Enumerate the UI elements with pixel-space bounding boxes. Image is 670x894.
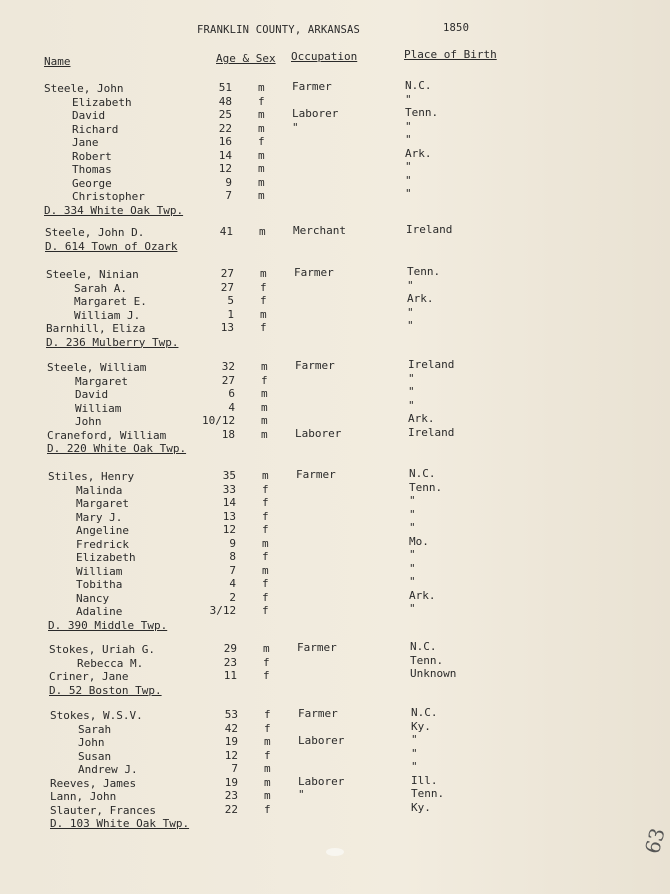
person-birthplace: " xyxy=(409,548,416,561)
person-name: Slauter, Frances xyxy=(50,803,156,817)
page-title: FRANKLIN COUNTY, ARKANSAS xyxy=(197,24,361,36)
person-sex: m xyxy=(258,148,265,162)
dwelling-note: D. 390 Middle Twp. xyxy=(48,618,168,632)
person-age: 9 xyxy=(229,536,237,550)
person-birthplace: " xyxy=(408,371,415,385)
census-year: 1850 xyxy=(443,22,470,34)
person-birthplace: " xyxy=(405,187,412,200)
person-birthplace: Ark. xyxy=(405,146,432,160)
person-sex: f xyxy=(258,94,265,108)
person-occupation: Farmer xyxy=(294,266,334,279)
person-occupation: Laborer xyxy=(295,426,342,440)
person-birthplace: Ireland xyxy=(406,223,453,236)
person-sex: m xyxy=(261,360,268,373)
person-sex: m xyxy=(258,81,265,94)
person-age: 22 xyxy=(224,802,239,816)
person-sex: f xyxy=(262,577,269,590)
person-age: 8 xyxy=(229,550,237,563)
person-sex: f xyxy=(260,294,267,307)
person-name: Lann, John xyxy=(50,790,117,803)
person-sex: f xyxy=(263,655,270,669)
person-sex: f xyxy=(264,802,271,816)
dwelling-note: D. 334 White Oak Twp. xyxy=(44,203,184,217)
person-occupation: Merchant xyxy=(293,224,346,237)
column-header-name: Name xyxy=(44,55,71,68)
page-number: 63 xyxy=(640,825,670,857)
dwelling-note: D. 103 White Oak Twp. xyxy=(50,817,190,830)
person-age: 35 xyxy=(222,469,237,482)
person-sex: m xyxy=(262,469,269,482)
person-birthplace: " xyxy=(407,305,414,319)
person-name: Susan xyxy=(78,749,112,763)
person-age: 10/12 xyxy=(202,414,236,427)
person-age: 12 xyxy=(224,748,239,762)
person-name: Reeves, James xyxy=(50,776,137,790)
person-age: 48 xyxy=(218,94,233,108)
dwelling-note: D. 220 White Oak Twp. xyxy=(47,442,187,455)
person-birthplace: " xyxy=(409,602,416,615)
person-name: Barnhill, Eliza xyxy=(46,322,146,335)
person-sex: m xyxy=(262,563,269,577)
person-sex: f xyxy=(264,708,271,721)
person-sex: f xyxy=(261,373,268,387)
person-birthplace: " xyxy=(405,119,412,133)
person-age: 25 xyxy=(218,108,233,121)
person-sex: m xyxy=(263,642,270,655)
person-name: Christopher xyxy=(72,190,145,203)
person-age: 4 xyxy=(228,400,236,414)
person-name: Jane xyxy=(72,136,99,149)
person-age: 1 xyxy=(227,307,235,321)
person-name: Robert xyxy=(72,149,112,163)
person-occupation: " xyxy=(292,120,299,134)
person-age: 27 xyxy=(220,280,235,294)
person-birthplace: Ireland xyxy=(408,425,455,439)
column-header-age-sex: Age & Sex xyxy=(216,52,276,65)
person-birthplace: " xyxy=(409,561,416,575)
person-name: Steele, John D. xyxy=(45,226,145,239)
person-occupation: Farmer xyxy=(297,641,337,654)
person-occupation: Laborer xyxy=(292,107,339,120)
person-occupation: Laborer xyxy=(298,774,345,788)
person-age: 23 xyxy=(223,655,238,669)
person-age: 2 xyxy=(229,590,237,604)
person-sex: f xyxy=(263,669,270,682)
person-age: 4 xyxy=(229,577,237,590)
dwelling-note: D. 614 Town of Ozark xyxy=(45,239,178,253)
person-age: 19 xyxy=(224,735,239,748)
person-birthplace: " xyxy=(408,398,415,412)
person-age: 53 xyxy=(224,708,239,721)
person-birthplace: N.C. xyxy=(409,467,436,480)
person-age: 12 xyxy=(218,162,233,175)
person-birthplace: Tenn. xyxy=(410,653,444,667)
person-name: Stokes, Uriah G. xyxy=(49,643,155,656)
person-age: 27 xyxy=(220,267,235,280)
person-sex: m xyxy=(261,387,268,400)
person-sex: f xyxy=(260,280,267,294)
person-sex: m xyxy=(264,789,271,802)
person-sex: m xyxy=(258,162,265,175)
person-name: William xyxy=(76,564,123,578)
person-age: 3/12 xyxy=(209,604,237,617)
person-name: Adaline xyxy=(76,605,123,618)
person-name: Tobitha xyxy=(76,578,123,591)
column-header-occupation: Occupation xyxy=(291,50,358,63)
person-name: Richard xyxy=(72,122,119,136)
person-age: 22 xyxy=(218,121,233,135)
person-age: 32 xyxy=(221,360,236,373)
person-name: Elizabeth xyxy=(72,95,132,109)
person-age: 19 xyxy=(224,775,239,789)
person-birthplace: Tenn. xyxy=(407,265,441,278)
person-birthplace: " xyxy=(411,746,418,760)
person-birthplace: " xyxy=(408,385,415,398)
person-age: 7 xyxy=(225,189,233,202)
person-birthplace: " xyxy=(407,278,414,292)
person-birthplace: N.C. xyxy=(405,79,432,92)
person-birthplace: Ky. xyxy=(411,800,431,814)
person-sex: f xyxy=(258,135,265,148)
person-age: 14 xyxy=(222,496,237,509)
person-name: Steele, William xyxy=(47,361,147,374)
person-birthplace: Mo. xyxy=(409,534,429,548)
person-occupation: Laborer xyxy=(298,734,345,747)
person-occupation: Farmer xyxy=(295,359,335,372)
person-age: 12 xyxy=(222,523,237,536)
person-age: 16 xyxy=(218,135,233,148)
person-name: Andrew J. xyxy=(78,763,138,776)
person-sex: m xyxy=(264,775,271,789)
person-birthplace: Ky. xyxy=(411,719,431,733)
person-name: Craneford, William xyxy=(47,428,167,442)
paper-spot xyxy=(326,848,344,856)
person-name: Angeline xyxy=(76,524,129,537)
person-age: 33 xyxy=(222,482,237,496)
person-birthplace: " xyxy=(411,760,418,773)
person-sex: f xyxy=(262,482,269,496)
person-birthplace: " xyxy=(409,494,416,507)
person-name: Sarah xyxy=(78,722,112,736)
person-birthplace: " xyxy=(405,160,412,173)
person-sex: f xyxy=(262,523,269,536)
person-sex: m xyxy=(261,427,268,441)
person-birthplace: Ill. xyxy=(411,773,438,787)
person-sex: m xyxy=(258,121,265,135)
person-name: Steele, John xyxy=(44,82,124,95)
dwelling-note: D. 52 Boston Twp. xyxy=(49,683,162,697)
person-sex: m xyxy=(264,735,271,748)
person-name: Stiles, Henry xyxy=(48,470,135,483)
person-age: 42 xyxy=(224,721,239,735)
person-sex: f xyxy=(264,748,271,762)
person-sex: f xyxy=(262,509,269,523)
person-birthplace: Ark. xyxy=(409,588,436,602)
person-age: 13 xyxy=(220,321,235,334)
person-name: Fredrick xyxy=(76,537,129,551)
person-birthplace: " xyxy=(411,733,418,746)
person-birthplace: " xyxy=(409,575,416,588)
person-name: Mary J. xyxy=(76,510,123,524)
person-sex: m xyxy=(260,267,267,280)
person-name: John xyxy=(75,415,102,428)
person-sex: f xyxy=(262,590,269,604)
person-birthplace: Tenn. xyxy=(409,480,443,494)
person-sex: f xyxy=(262,496,269,509)
person-name: Rebecca M. xyxy=(77,656,144,670)
person-birthplace: " xyxy=(409,521,416,534)
person-name: George xyxy=(72,176,112,190)
person-name: David xyxy=(75,388,109,401)
person-sex: f xyxy=(264,721,271,735)
person-name: William xyxy=(75,401,122,415)
person-age: 18 xyxy=(221,427,236,441)
person-sex: m xyxy=(264,762,271,775)
person-name: Margaret xyxy=(75,374,128,388)
person-name: Steele, Ninian xyxy=(46,268,139,281)
dwelling-note: D. 236 Mulberry Twp. xyxy=(46,335,179,349)
person-age: 29 xyxy=(223,642,238,655)
person-sex: f xyxy=(262,604,269,617)
person-name: Criner, Jane xyxy=(49,670,129,683)
person-sex: m xyxy=(258,189,265,202)
person-sex: m xyxy=(258,175,265,189)
person-name: William J. xyxy=(74,308,141,322)
person-sex: m xyxy=(261,400,268,414)
person-age: 14 xyxy=(218,148,233,162)
column-header-birth: Place of Birth xyxy=(404,48,497,61)
person-birthplace: Tenn. xyxy=(405,106,439,119)
person-sex: m xyxy=(259,225,266,238)
person-occupation: Farmer xyxy=(298,707,338,720)
person-birthplace: Ark. xyxy=(407,292,434,305)
person-birthplace: " xyxy=(405,92,412,106)
person-age: 23 xyxy=(224,789,239,802)
person-sex: f xyxy=(262,550,269,563)
person-age: 9 xyxy=(225,175,233,189)
person-occupation: " xyxy=(298,788,305,801)
person-birthplace: N.C. xyxy=(410,640,437,653)
person-name: Margaret xyxy=(76,497,129,510)
person-birthplace: " xyxy=(405,173,412,187)
person-age: 5 xyxy=(227,294,235,307)
person-birthplace: N.C. xyxy=(411,706,438,719)
person-birthplace: " xyxy=(405,133,412,146)
person-age: 7 xyxy=(231,762,239,775)
person-name: Elizabeth xyxy=(76,551,136,564)
person-age: 6 xyxy=(228,387,236,400)
person-name: David xyxy=(72,109,106,122)
person-sex: m xyxy=(260,307,267,321)
person-sex: f xyxy=(260,321,267,334)
person-birthplace: Unknown xyxy=(410,667,457,680)
person-name: Sarah A. xyxy=(74,281,127,295)
person-sex: m xyxy=(261,414,268,427)
person-name: Nancy xyxy=(76,591,110,605)
person-age: 51 xyxy=(218,81,233,94)
person-age: 13 xyxy=(222,509,237,523)
person-occupation: Farmer xyxy=(296,468,336,481)
person-name: Malinda xyxy=(76,483,123,497)
person-name: Margaret E. xyxy=(74,295,147,308)
person-age: 27 xyxy=(221,373,236,387)
person-name: Stokes, W.S.V. xyxy=(50,709,143,722)
person-birthplace: Tenn. xyxy=(411,787,445,800)
person-name: John xyxy=(78,736,105,749)
person-birthplace: " xyxy=(407,319,414,332)
person-occupation: Farmer xyxy=(292,80,332,93)
person-age: 41 xyxy=(219,225,234,238)
person-birthplace: Ireland xyxy=(408,358,455,371)
person-sex: m xyxy=(262,536,269,550)
person-age: 11 xyxy=(223,669,238,682)
person-birthplace: Ark. xyxy=(408,412,435,425)
person-age: 7 xyxy=(229,563,237,577)
person-name: Thomas xyxy=(72,163,112,176)
person-sex: m xyxy=(258,108,265,121)
person-birthplace: " xyxy=(409,507,416,521)
